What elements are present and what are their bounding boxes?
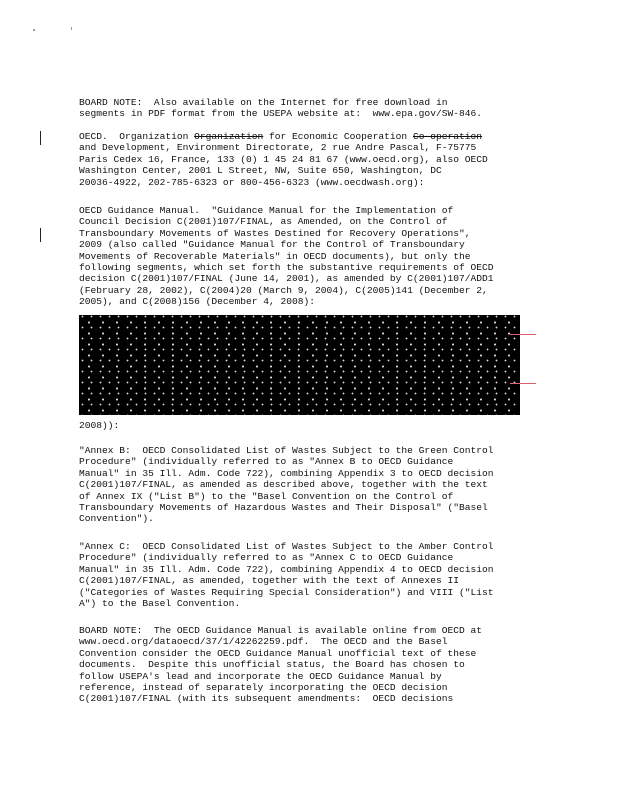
revision-bar	[40, 228, 41, 242]
struck-text-organization: Organization	[194, 131, 264, 142]
board-note-oecd-manual: BOARD NOTE: The OECD Guidance Manual is available online from OECD at www.oecd.org/dataoecd/37/1/42262259.pdf. The OECD and the Basel Convention consider the OECD Guidance Manual unofficial text of these documents. Despite this unofficial status, the Board has chosen to follow USEPA's lead and incorporate the OECD Guidance Manual by reference, instead of separately incorporating the OECD decision C(2001)107/FINAL (with its subsequent amendments: OECD decisions	[79, 625, 483, 705]
annex-b-paragraph: "Annex B: OECD Consolidated List of Wastes Subject to the Green Control Procedure" (individually referred to as "Annex B to OECD Guidance Manual" in 35 Ill. Adm. Code 722), combining Appendix 3 to OECD decision C(2001)107/FINAL, as amended as described above, together with the text of Annex IX ("List B") to the "Basel Convention on the Control of Transboundary Movements of Hazardous Wastes and Their Disposal" ("Basel Convention").	[79, 445, 494, 525]
redaction-tail-text: 2008)):	[79, 420, 120, 431]
oecd-guidance-manual-paragraph: OECD Guidance Manual. "Guidance Manual for the Implementation of Council Decision C(2001)107/FINAL, as Amended, on the Control of Transboundary Movements of Wastes Destined for Recovery Operations", 2009 (also called "Guidance Manual for the Control of Transboundary Movements of Recoverable Materials" in OECD documents), but only the following segments, which set forth the substantive requirements of OECD decision C(2001)107/FINAL (June 14, 2001), as amended by C(2001)107/ADD1 (February 28, 2002), C(2004)20 (March 9, 2004), C(2005)141 (December 2, 2005), and C(2008)156 (December 4, 2008):	[79, 205, 494, 308]
red-margin-mark	[510, 334, 536, 335]
revision-bar	[40, 131, 41, 145]
scan-speck	[71, 27, 72, 30]
oecd-address-paragraph	[79, 131, 549, 188]
oecd-text-end: and Development, Environment Directorate, 2 rue Andre Pascal, F-75775 Paris Cedex 16, France, 133 (0) 1 45 24 81 67 (www.oecd.org), also OECD Washington Center, 2001 L Street, NW, Suite 650, Washington, DC 20036-4922, 202-785-6323 or 800-456-6323 (www.oecdwash.org):	[79, 142, 488, 188]
oecd-text-middle: for Economic Cooperation	[263, 131, 413, 142]
annex-c-paragraph: "Annex C: OECD Consolidated List of Wastes Subject to the Amber Control Procedure" (individually referred to as "Annex C to OECD Guidance Manual" in 35 Ill. Adm. Code 722), combining Appendix 4 to OECD decision C(2001)107/FINAL, as amended, together with the text of Annexes II ("Categories of Wastes Requiring Special Consideration") and VIII ("List A") to the Basel Convention.	[79, 541, 494, 610]
red-margin-mark	[510, 383, 536, 384]
redacted-block	[79, 315, 520, 415]
struck-text-cooperation: Co-operation	[412, 131, 483, 142]
oecd-text-start: OECD. Organization	[79, 131, 195, 142]
scan-speck	[33, 29, 35, 31]
board-note-usepa: BOARD NOTE: Also available on the Internet for free download in segments in PDF format from the USEPA website at: www.epa.gov/SW-846.	[79, 97, 483, 120]
